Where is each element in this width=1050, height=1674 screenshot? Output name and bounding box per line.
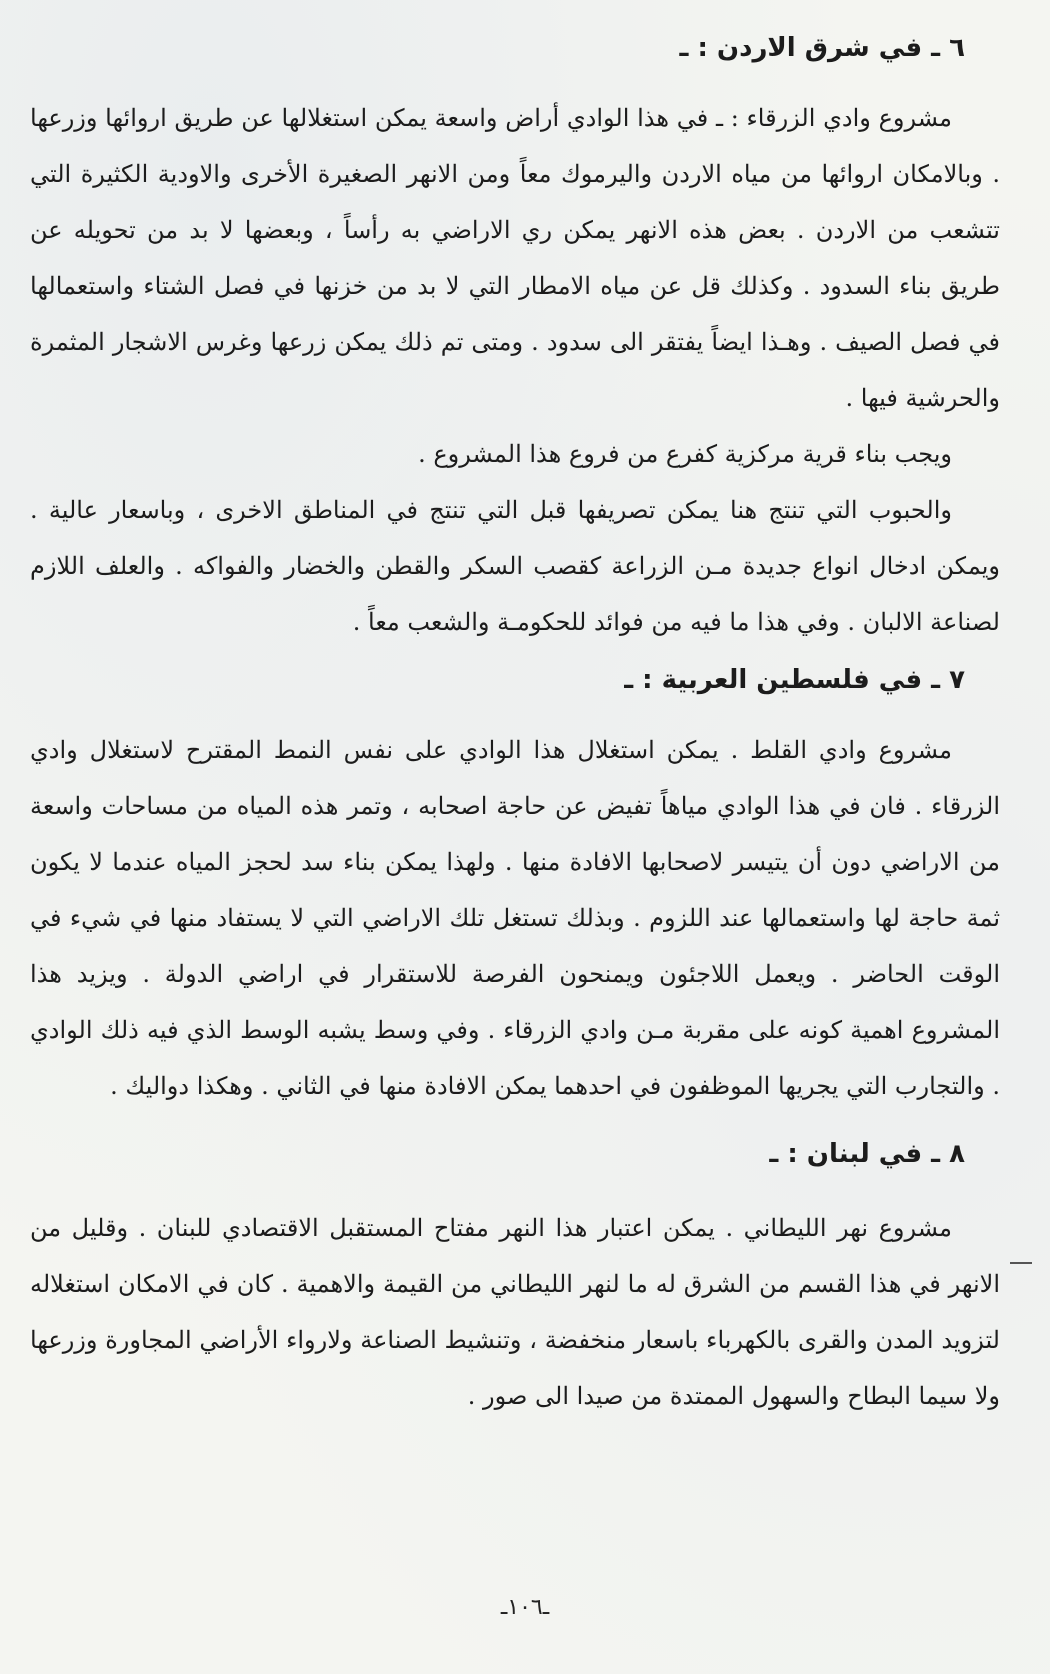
- paragraph-central-village: ويجب بناء قرية مركزية كفرع من فروع هذا المشروع .: [418, 440, 952, 468]
- text-column: [30, 20, 1000, 1424]
- paragraph-grain-crops: والحبوب التي تنتج هنا يمكن تصريفها قبل التي تنتج في المناطق الاخرى ، وباسعار عالية . ويمكن ادخال انواع جديدة مـن الزراعة كقصب السكر والقطن والخضار والفواكه . والعلف اللازم لصناعة الالبان . وفي هذا ما فيه من فوائد للحكومـة والشعب معاً .: [30, 496, 1000, 636]
- paragraph-litani-project: مشروع نهر الليطاني . يمكن اعتبار هذا النهر مفتاح المستقبل الاقتصادي للبنان . وقليل من الانهر في هذا القسم من الشرق له ما لنهر الليطاني من القيمة والاهمية . كان في الامكان استغلاله لتزويد المدن والقرى بالكهرباء باسعار منخفضة ، وتنشيط الصناعة ولارواء الأراضي المجاورة وزرعها ولا سيما البطاح والسهول الممتدة من صيدا الى صور .: [30, 1214, 1000, 1410]
- page-number: ـ١٠٦ـ: [500, 1595, 550, 1620]
- paragraph-zarqa-project: مشروع وادي الزرقاء : ـ في هذا الوادي أراض واسعة يمكن استغلالها عن طريق اروائها وزرعها . وبالامكان اروائها من مياه الاردن واليرموك معاً ومن الانهر الصغيرة الأخرى والاودية الكثيرة التي تتشعب من الاردن . بعض هذه الانهر يمكن ري الاراضي به رأساً ، وبعضها لا بد من تحويله عن طريق بناء السدود . وكذلك قل عن مياه الامطار التي لا بد من خزنها في فصل الشتاء واستعمالها في فصل الصيف . وهـذا ايضاً يفتقر الى سدود . ومتى تم ذلك يمكن زرعها وغرس الاشجار المثمرة والحرشية فيها .: [30, 104, 1000, 412]
- section-heading-lebanon: ٨ ـ في لبنان : ـ: [769, 1139, 965, 1169]
- paragraph-qelt-project: مشروع وادي القلط . يمكن استغلال هذا الوادي على نفس النمط المقترح لاستغلال وادي الزرقاء . فان في هذا الوادي مياهاً تفيض عن حاجة اصحابه ، وتمر هذه المياه من مساحات واسعة من الاراضي دون أن يتيسر لاصحابها الافادة منها . ولهذا يمكن بناء سد لحجز المياه عندما لا يكون ثمة حاجة لها واستعمالها عند اللزوم . وبذلك تستغل تلك الاراضي التي لا يستفاد منها في شيء في الوقت الحاضر . ويعمل اللاجئون ويمنحون الفرصة للاستقرار في اراضي الدولة . ويزيد هذا المشروع اهمية كونه على مقربة مـن وادي الزرقاء . وفي وسط يشبه الوسط الذي فيه ذلك الوادي . والتجارب التي يجريها الموظفون في احدهما يمكن الافادة منها في الثاني . وهكذا دواليك .: [30, 736, 1000, 1100]
- section-heading-palestine: ٧ ـ في فلسطين العربية : ـ: [624, 665, 965, 695]
- section-heading-jordan: ٦ ـ في شرق الاردن : ـ: [679, 33, 965, 63]
- margin-mark: [1010, 1262, 1032, 1264]
